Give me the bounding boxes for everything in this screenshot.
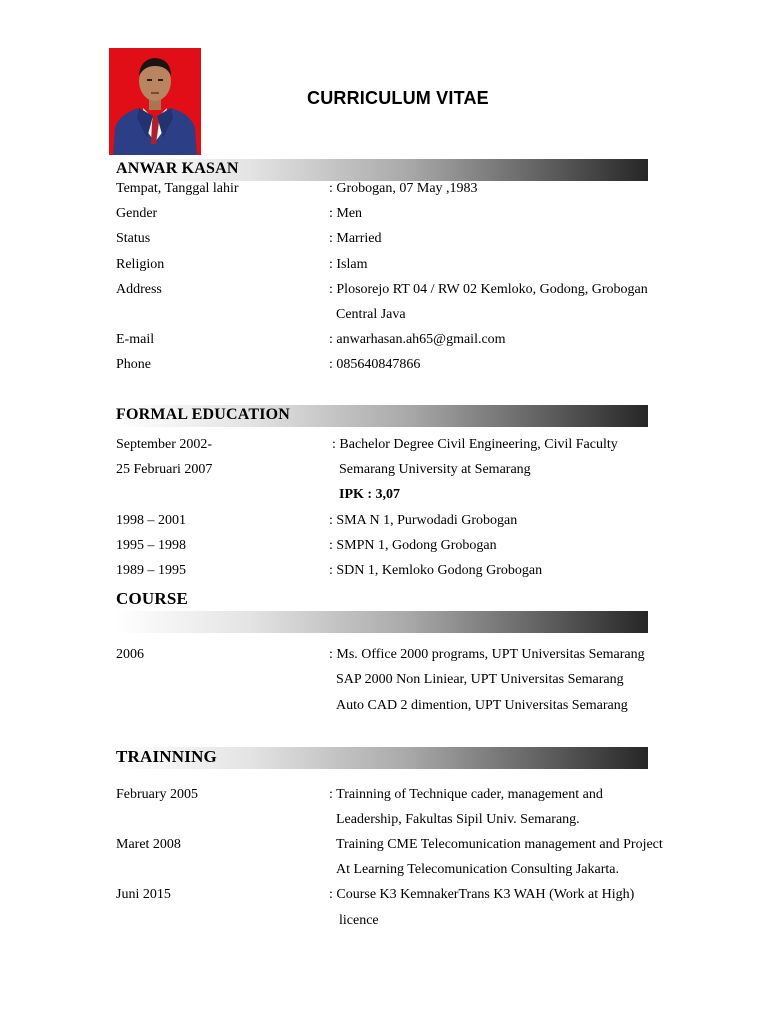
personal-value-address: : Plosorejo RT 04 / RW 02 Kemloko, Godong, Grobogan bbox=[329, 282, 648, 297]
course-heading: COURSE bbox=[116, 589, 189, 608]
course-line: : Ms. Office 2000 programs, UPT Universitas Semarang bbox=[329, 647, 645, 662]
personal-value-email: : anwarhasan.ah65@gmail.com bbox=[329, 332, 506, 347]
education-value: : SMA N 1, Purwodadi Grobogan bbox=[329, 513, 518, 528]
training-value: Leadership, Fakultas Sipil Univ. Semarang. bbox=[336, 812, 580, 827]
personal-value-birth: : Grobogan, 07 May ,1983 bbox=[329, 181, 478, 196]
personal-value-phone: : 085640847866 bbox=[329, 357, 421, 372]
training-label: Maret 2008 bbox=[116, 837, 181, 852]
training-value: : Course K3 KemnakerTrans K3 WAH (Work at High) bbox=[329, 887, 635, 902]
education-value: : Bachelor Degree Civil Engineering, Civil Faculty bbox=[332, 437, 618, 452]
personal-value-status: : Married bbox=[329, 231, 382, 246]
personal-value-gender: : Men bbox=[329, 206, 363, 221]
personal-label-phone: Phone bbox=[116, 357, 151, 372]
education-label: September 2002- bbox=[116, 437, 213, 452]
personal-label-status: Status bbox=[116, 231, 151, 246]
personal-label-email: E-mail bbox=[116, 332, 155, 347]
training-value: At Learning Telecomunication Consulting Jakarta. bbox=[336, 862, 619, 877]
education-gpa: IPK : 3,07 bbox=[339, 487, 401, 502]
education-label: 1995 – 1998 bbox=[116, 538, 186, 553]
education-label: 1989 – 1995 bbox=[116, 563, 186, 578]
personal-value-address-cont: Central Java bbox=[336, 307, 406, 322]
education-value: : SDN 1, Kemloko Godong Grobogan bbox=[329, 563, 543, 578]
personal-label-religion: Religion bbox=[116, 257, 165, 272]
course-line: SAP 2000 Non Liniear, UPT Universitas Semarang bbox=[336, 672, 624, 687]
education-value: : SMPN 1, Godong Grobogan bbox=[329, 538, 497, 553]
personal-label-gender: Gender bbox=[116, 206, 158, 221]
training-label: February 2005 bbox=[116, 787, 199, 802]
training-value: : Trainning of Technique cader, management and bbox=[329, 787, 603, 802]
training-value: licence bbox=[339, 913, 379, 928]
education-label: 25 Februari 2007 bbox=[116, 462, 213, 477]
training-label: Juni 2015 bbox=[116, 887, 171, 902]
personal-label-birth: Tempat, Tanggal lahir bbox=[116, 181, 239, 196]
person-name: ANWAR KASAN bbox=[116, 160, 239, 177]
training-value: Training CME Telecomunication management and Project bbox=[336, 837, 663, 852]
education-value: Semarang University at Semarang bbox=[339, 462, 531, 477]
course-year: 2006 bbox=[116, 647, 144, 662]
personal-label-address: Address bbox=[116, 282, 162, 297]
personal-value-religion: : Islam bbox=[329, 257, 368, 272]
person-photo-icon bbox=[109, 48, 201, 155]
profile-photo bbox=[109, 48, 201, 155]
education-label: 1998 – 2001 bbox=[116, 513, 186, 528]
course-line: Auto CAD 2 dimention, UPT Universitas Semarang bbox=[336, 698, 628, 713]
course-section-bar bbox=[115, 611, 648, 633]
education-heading: FORMAL EDUCATION bbox=[116, 406, 291, 423]
page-title: CURRICULUM VITAE bbox=[307, 88, 489, 108]
training-heading: TRAINNING bbox=[116, 747, 217, 766]
